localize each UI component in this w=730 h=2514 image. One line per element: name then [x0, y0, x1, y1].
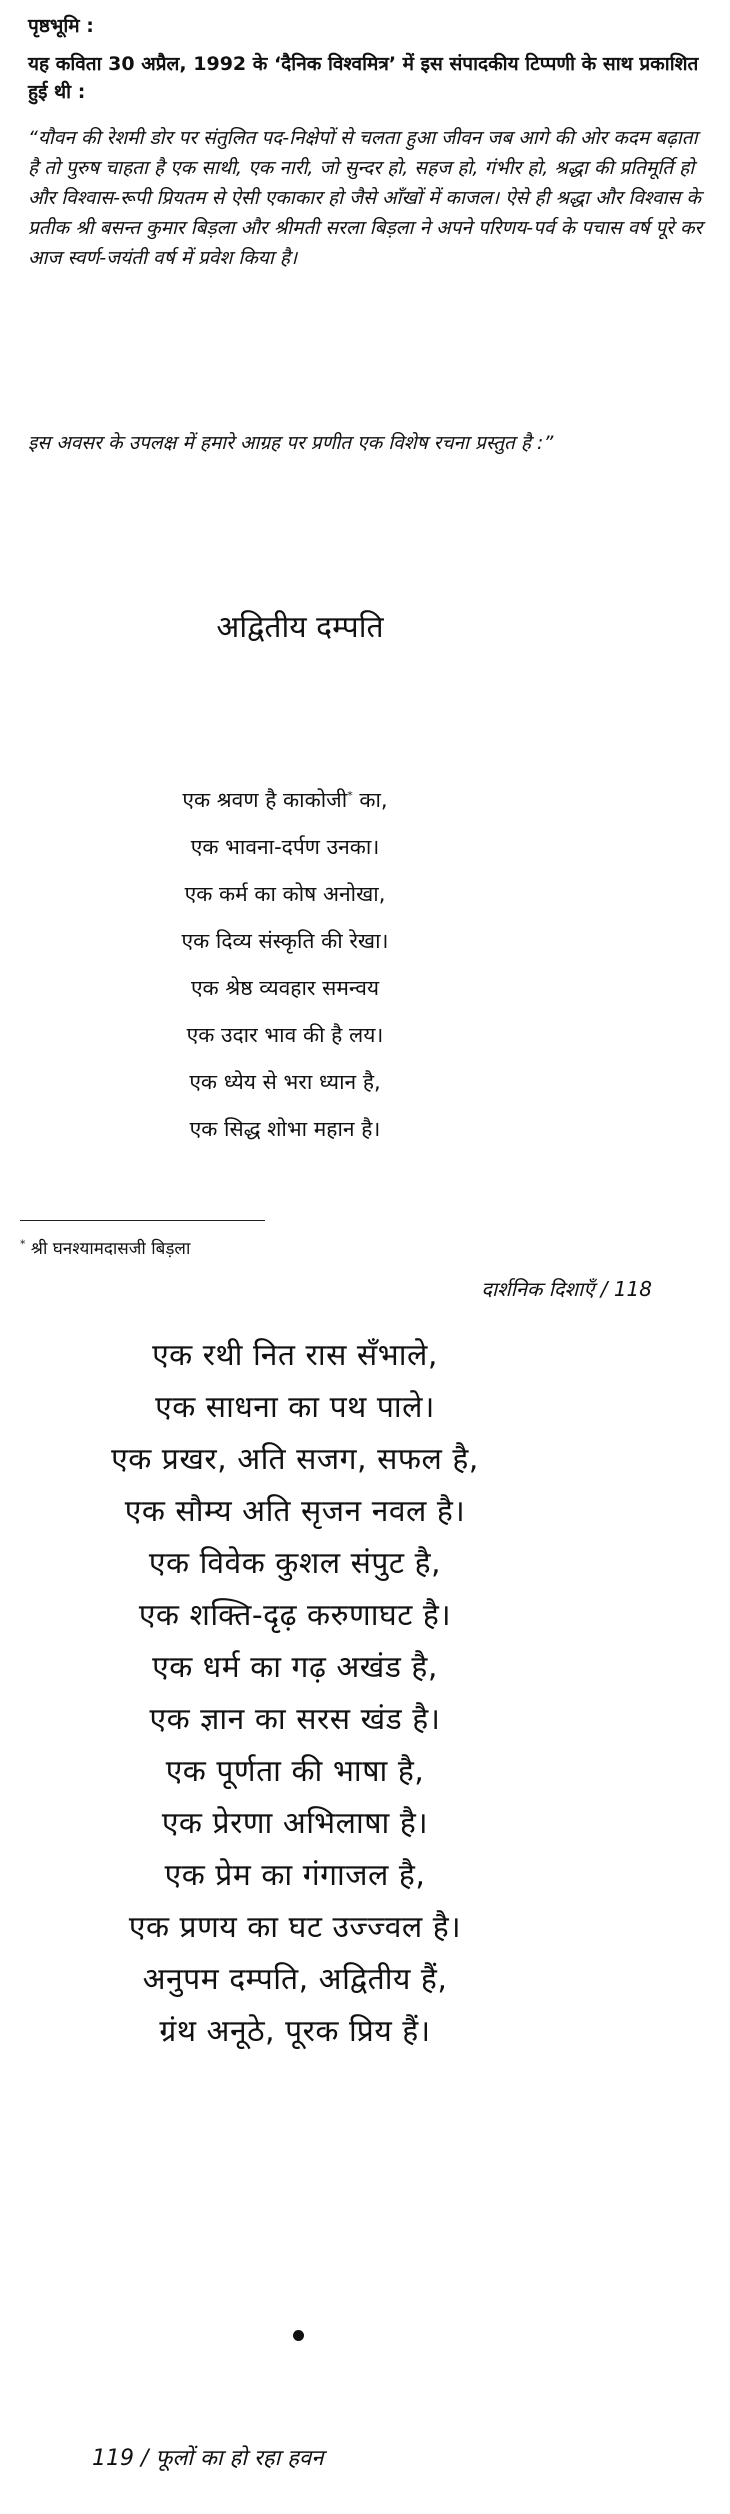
poem-line: अनुपम दम्पति, अद्वितीय हैं,	[142, 1962, 448, 1997]
poem-line: एक विवेक कुशल संपुट है,	[148, 1546, 442, 1581]
footnote	[20, 1236, 190, 1259]
poem-line: एक साधना का पथ पाले।	[155, 1390, 435, 1425]
background-intro: यह कविता 30 अप्रैल, 1992 के ‘दैनिक विश्वमित्र’ में इस संपादकीय टिप्पणी के साथ प्रकाशित हुई थी :	[28, 53, 699, 103]
page-folio-118: दार्शनिक दिशाएँ / 118	[481, 1277, 652, 1301]
poem-line: एक प्रेरणा अभिलाषा है।	[161, 1806, 429, 1841]
poem-line: एक दिव्य संस्कृति की रेखा।	[181, 929, 389, 953]
poem-line: एक सिद्ध शोभा महान है।	[189, 1117, 381, 1141]
poem-line: ग्रंथ अनूठे, पूरक प्रिय हैं।	[159, 2014, 431, 2049]
poem-line: एक ज्ञान का सरस खंड है।	[149, 1702, 441, 1737]
poem-stanza-2	[0, 1330, 590, 2058]
editorial-note: इस अवसर के उपलक्ष में हमारे आग्रह पर प्रणीत एक विशेष रचना प्रस्तुत है :”	[28, 432, 554, 454]
poem-title: अद्वितीय दम्पति	[216, 610, 384, 645]
poem-line-tail: का,	[352, 788, 388, 812]
footnote-divider	[20, 1220, 265, 1221]
poem-line: एक कर्म का कोष अनोखा,	[184, 882, 386, 906]
poem-line: एक उदार भाव की है लय।	[186, 1023, 384, 1047]
poem-line: एक शक्ति-दृढ़ करुणाघट है।	[138, 1598, 452, 1633]
footnote-marker: *	[347, 789, 353, 802]
poem-line: एक ध्येय से भरा ध्यान है,	[189, 1070, 381, 1094]
poem-line: एक सौम्य अति सृजन नवल है।	[124, 1494, 466, 1529]
poem-line: एक श्रेष्ठ व्यवहार समन्वय	[190, 976, 380, 1000]
poem-line: एक धर्म का गढ़ अखंड है,	[152, 1650, 438, 1685]
poem-line: एक प्रेम का गंगाजल है,	[164, 1858, 426, 1893]
poem-line: एक रथी नित रास सँभाले,	[152, 1338, 438, 1373]
background-heading: पृष्ठभूमि :	[28, 15, 94, 37]
poem-line: एक पूर्णता की भाषा है,	[165, 1754, 425, 1789]
poem-line: एक प्रणय का घट उज्ज्वल है।	[128, 1910, 462, 1945]
editorial-quote: “यौवन की रेशमी डोर पर संतुलित पद-निक्षेपों से चलता हुआ जीवन जब आगे की ओर कदम बढ़ाता है तो पुरुष चाहता है एक साथी, एक नारी, जो सुन्दर हो, सहज हो, गंभीर हो, श्रद्धा की प्रतिमूर्ति हो और विश्वास-रूपी प्रियतम से ऐसी एकाकार हो जैसे आँखों में काजल। ऐसे ही श्रद्धा और विश्वास के प्रतीक श्री बसन्त कुमार बिड़ला और श्रीमती सरला बिड़ला ने अपने परिणय-पर्व के पचास वर्ष पूरे कर आज स्वर्ण-जयंती वर्ष में प्रवेश किया है।	[28, 127, 703, 269]
poem-stanza-1	[0, 772, 570, 1153]
footnote-marker: *	[20, 1237, 26, 1251]
poem-line: एक प्रखर, अति सजग, सफल है,	[111, 1442, 479, 1477]
page-folio-119: 119 / फूलों का हो रहा हवन	[92, 2446, 324, 2471]
poem-line: एक भावना-दर्पण उनका।	[190, 835, 380, 859]
footnote-text: श्री घनश्यामदासजी बिड़ला	[25, 1239, 191, 1259]
end-ornament-dot	[293, 2330, 304, 2341]
poem-line	[0, 772, 570, 824]
poem-line-text: एक श्रवण है काकोजी	[182, 788, 348, 812]
